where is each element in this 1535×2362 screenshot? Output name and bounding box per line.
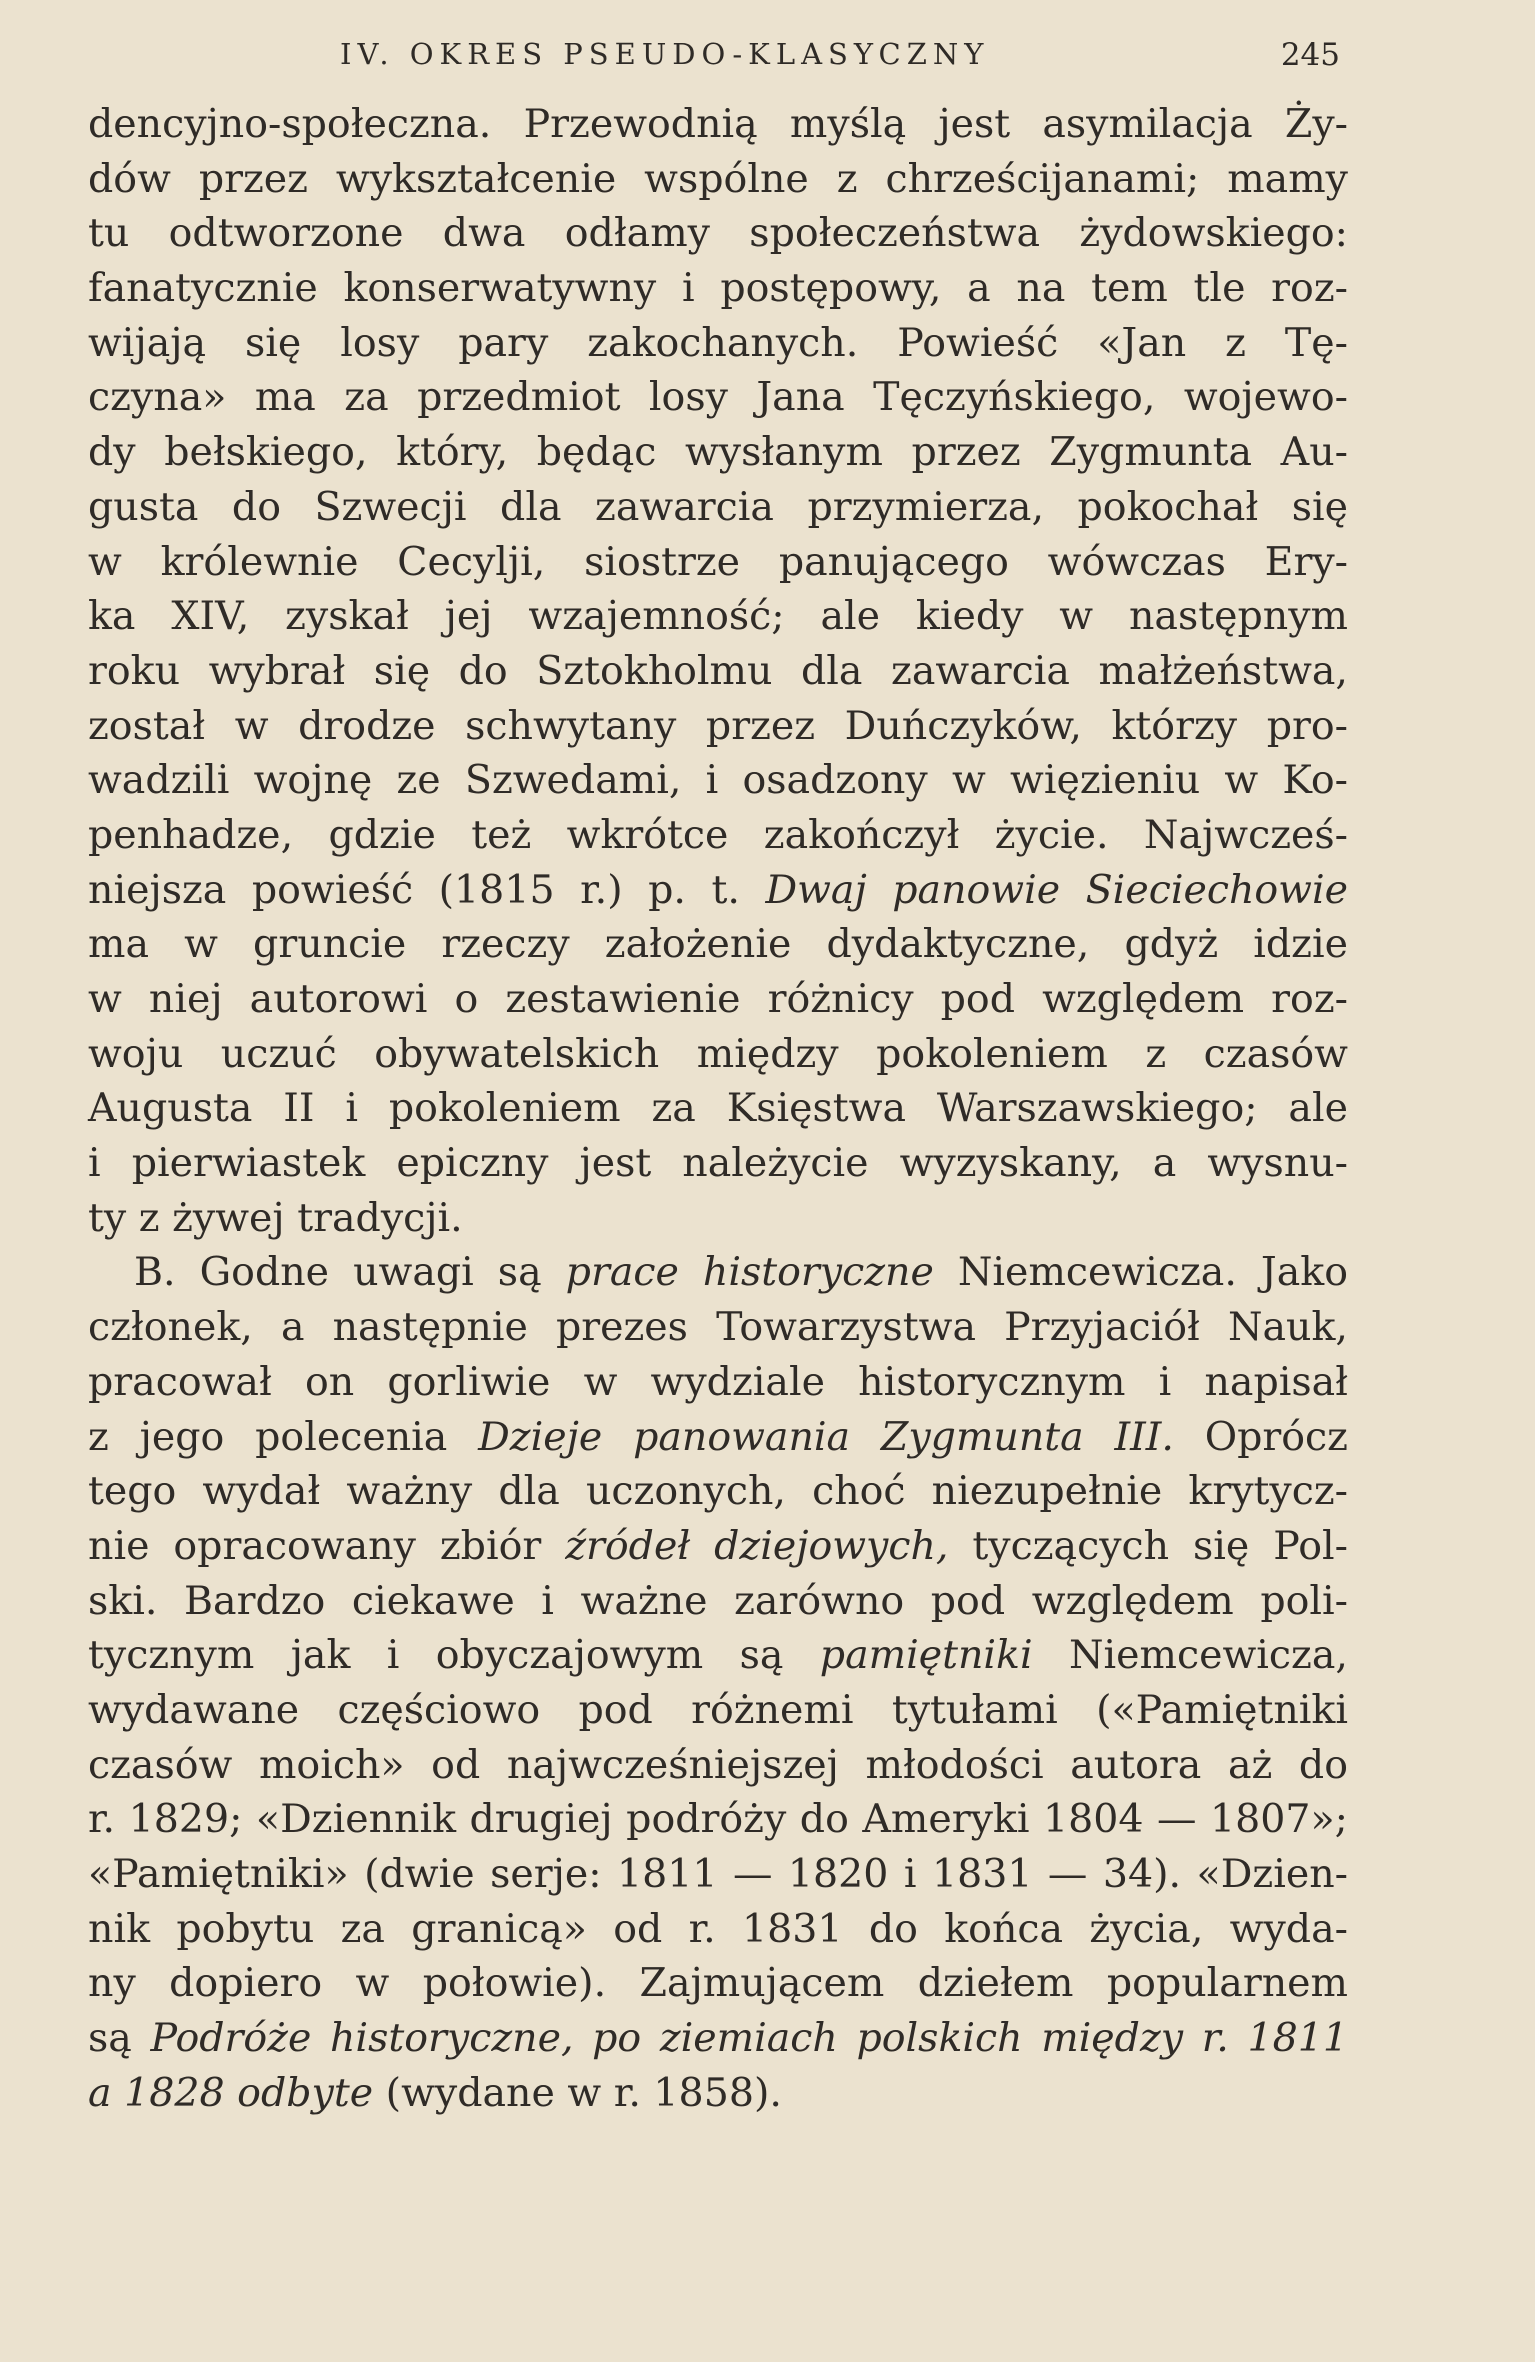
text-segment: (wydane w r. 1858). xyxy=(373,2069,782,2116)
italic-title-segment: a 1828 odbyte xyxy=(88,2069,374,2116)
text-line xyxy=(88,370,1348,425)
text-line xyxy=(88,1245,1348,1300)
page-header xyxy=(340,37,1340,87)
text-line xyxy=(88,425,1348,480)
text-line xyxy=(88,753,1348,808)
text-segment: nik pobytu za granicą» od r. 1831 do końca życia, wyda- xyxy=(88,1905,1348,1952)
text-line xyxy=(88,699,1348,754)
text-segment: wadzili wojnę ze Szwedami, i osadzony w więzieniu w Ko- xyxy=(88,757,1348,804)
italic-title-segment: Podróże historyczne, po ziemiach polskich między r. 1811 xyxy=(150,2015,1348,2062)
text-line xyxy=(88,1355,1348,1410)
text-segment: ka XIV, zyskał jej wzajemność; ale kiedy w następnym xyxy=(88,593,1348,640)
text-segment: Augusta II i pokoleniem za Księstwa Warszawskiego; ale xyxy=(88,1085,1348,1132)
text-segment: ty z żywej tradycji. xyxy=(88,1194,463,1241)
text-segment: nie opracowany zbiór xyxy=(88,1522,566,1569)
text-segment: członek, a następnie prezes Towarzystwa Przyjaciół Nauk, xyxy=(88,1304,1348,1351)
text-segment: fanatycznie konserwatywny i postępowy, a na tem tle roz- xyxy=(88,265,1348,312)
text-segment: B. Godne uwagi są xyxy=(134,1249,566,1296)
text-segment: Oprócz xyxy=(1173,1413,1348,1460)
text-segment: r. 1829; «Dziennik drugiej podróży do Ameryki 1804 — 1807»; xyxy=(88,1796,1348,1843)
text-segment: i pierwiastek epiczny jest należycie wyzyskany, a wysnu- xyxy=(88,1140,1348,1187)
text-line xyxy=(88,1683,1348,1738)
italic-title-segment: Dzieje panowania Zygmunta III. xyxy=(478,1413,1174,1460)
text-segment: w królewnie Cecylji, siostrze panującego wówczas Ery- xyxy=(88,538,1348,585)
text-segment: dy bełskiego, który, będąc wysłanym przez Zygmunta Au- xyxy=(88,429,1348,476)
text-line xyxy=(88,1136,1348,1191)
text-segment: woju uczuć obywatelskich między pokoleniem z czasów xyxy=(88,1030,1348,1077)
text-segment: pracował on gorliwie w wydziale historycznym i napisał xyxy=(88,1358,1348,1405)
text-line xyxy=(88,1574,1348,1629)
text-segment: dów przez wykształcenie wspólne z chrześcijanami; mamy xyxy=(88,155,1348,202)
text-segment: są xyxy=(88,2015,151,2062)
text-segment: ny dopiero w połowie). Zajmującem dziełem popularnem xyxy=(88,1960,1348,2007)
text-line xyxy=(88,480,1348,535)
text-line xyxy=(88,1956,1348,2011)
text-segment: «Pamiętniki» (dwie serje: 1811 — 1820 i 1831 — 34). «Dzien- xyxy=(88,1851,1348,1897)
text-segment: tyczących się Pol- xyxy=(948,1522,1348,1569)
text-segment: penhadze, gdzie też wkrótce zakończył życie. Najwcześ- xyxy=(88,811,1348,858)
running-title: IV. OKRES PSEUDO-KLASYCZNY xyxy=(340,37,990,71)
text-segment: czasów moich» od najwcześniejszej młodości autora aż do xyxy=(88,1741,1348,1788)
text-line xyxy=(88,972,1348,1027)
italic-title-segment: prace historyczne xyxy=(565,1249,934,1296)
text-segment: czyna» ma za przedmiot losy Jana Tęczyńskiego, wojewo- xyxy=(88,374,1348,421)
text-segment: ma w gruncie rzeczy założenie dydaktyczne, gdyż idzie xyxy=(88,921,1348,968)
text-segment: gusta do Szwecji dla zawarcia przymierza, pokochał się xyxy=(88,483,1348,530)
text-line xyxy=(88,1847,1348,1902)
text-segment: roku wybrał się do Sztokholmu dla zawarcia małżeństwa, xyxy=(88,647,1348,694)
text-line xyxy=(88,2011,1348,2066)
text-line xyxy=(88,2066,1348,2121)
text-line xyxy=(88,1191,1348,1246)
text-line xyxy=(88,316,1348,371)
text-segment: niejsza powieść (1815 r.) p. t. xyxy=(88,866,766,913)
text-line xyxy=(88,97,1348,152)
text-segment: wijają się losy pary zakochanych. Powieść «Jan z Tę- xyxy=(88,319,1348,366)
text-line xyxy=(88,1464,1348,1519)
text-line xyxy=(88,1628,1348,1683)
italic-title-segment: Dwaj panowie Sieciechowie xyxy=(765,866,1348,913)
text-line xyxy=(88,1792,1348,1847)
text-line xyxy=(88,1300,1348,1355)
text-segment: tycznym jak i obyczajowym są xyxy=(88,1632,820,1679)
text-line xyxy=(88,1081,1348,1136)
text-segment: został w drodze schwytany przez Duńczyków, którzy pro- xyxy=(88,702,1348,749)
text-line xyxy=(88,808,1348,863)
text-line xyxy=(88,1027,1348,1082)
text-segment: w niej autorowi o zestawienie różnicy pod względem roz- xyxy=(88,976,1348,1022)
text-segment: wydawane częściowo pod różnemi tytułami («Pamiętniki xyxy=(88,1686,1348,1733)
text-line xyxy=(88,1738,1348,1793)
text-line xyxy=(88,1519,1348,1574)
italic-title-segment: źródeł dziejowych, xyxy=(565,1522,949,1569)
text-line xyxy=(88,535,1348,590)
text-line xyxy=(88,589,1348,644)
text-segment: Niemcewicza, xyxy=(1032,1632,1348,1679)
text-line xyxy=(88,261,1348,316)
italic-title-segment: pamiętniki xyxy=(819,1632,1033,1679)
text-line xyxy=(88,152,1348,207)
text-segment: dencyjno-społeczna. Przewodnią myślą jest asymilacja Ży- xyxy=(88,101,1348,147)
body-text xyxy=(88,97,1348,2120)
text-line xyxy=(88,1410,1348,1465)
text-segment: tu odtworzone dwa odłamy społeczeństwa żydowskiego: xyxy=(88,210,1348,257)
page-number: 245 xyxy=(1280,37,1340,73)
text-line xyxy=(88,206,1348,261)
text-line xyxy=(88,644,1348,699)
text-segment: tego wydał ważny dla uczonych, choć niezupełnie krytycz- xyxy=(88,1468,1348,1515)
text-line xyxy=(88,1902,1348,1957)
text-segment: ski. Bardzo ciekawe i ważne zarówno pod względem poli- xyxy=(88,1577,1348,1624)
text-line xyxy=(88,917,1348,972)
text-segment: Niemcewicza. Jako xyxy=(933,1249,1348,1296)
text-segment: z jego polecenia xyxy=(88,1413,479,1460)
text-line xyxy=(88,863,1348,918)
